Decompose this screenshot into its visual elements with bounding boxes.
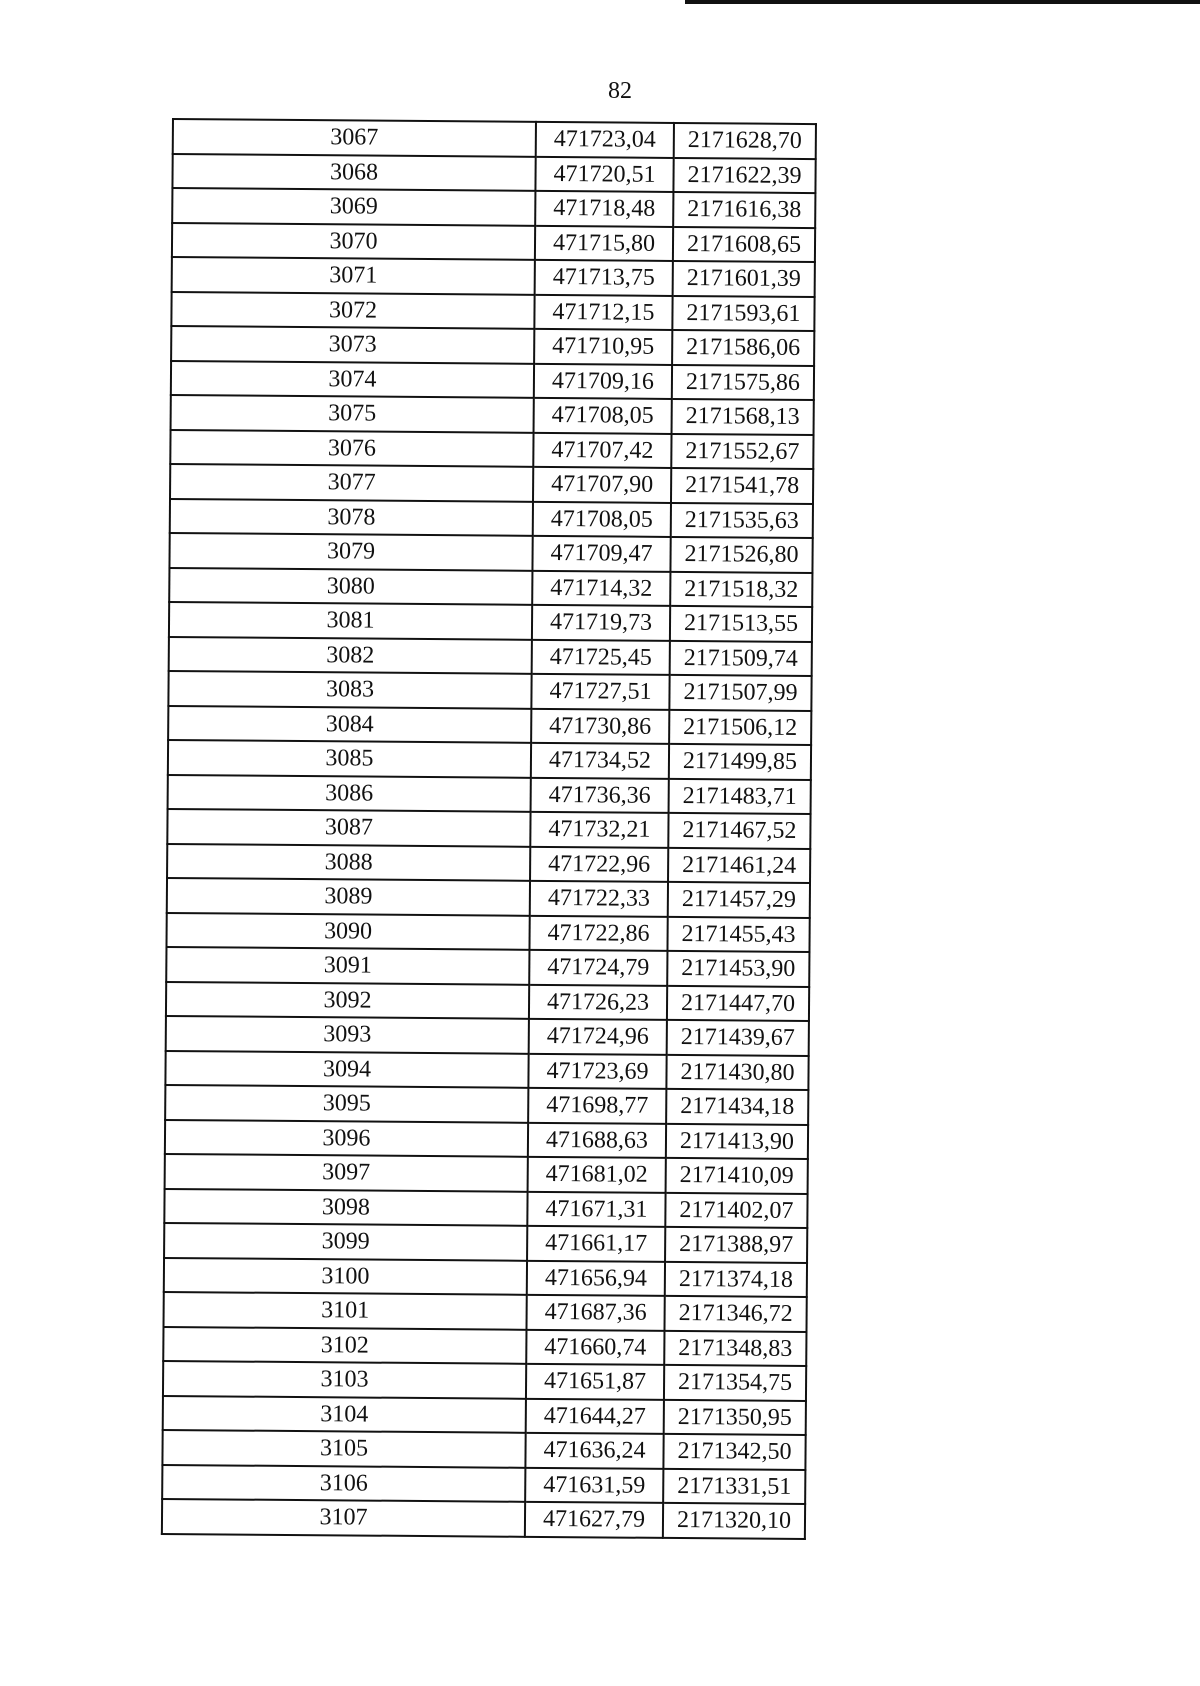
table-row — [170, 498, 813, 538]
x-coordinate-cell: 471732,21 — [530, 812, 668, 848]
point-number-cell: 3072 — [171, 292, 534, 329]
point-number-cell: 3100 — [164, 1257, 527, 1294]
table-row — [170, 464, 813, 504]
table-row — [166, 1016, 809, 1056]
point-number-cell: 3101 — [164, 1292, 527, 1329]
x-coordinate-cell: 471709,16 — [534, 363, 672, 399]
table-row — [167, 843, 810, 883]
x-coordinate-cell: 471730,86 — [531, 708, 669, 744]
point-number-cell: 3096 — [165, 1119, 528, 1156]
point-number-cell: 3076 — [170, 429, 533, 466]
x-coordinate-cell: 471719,73 — [532, 605, 670, 641]
point-number-cell: 3106 — [162, 1464, 525, 1501]
x-coordinate-cell: 471726,23 — [529, 984, 667, 1020]
table-row — [164, 1223, 807, 1263]
y-coordinate-cell: 2171410,09 — [666, 1158, 808, 1194]
point-number-cell: 3068 — [172, 154, 535, 191]
table-row — [165, 1085, 808, 1125]
y-coordinate-cell: 2171575,86 — [672, 364, 814, 400]
point-number-cell: 3085 — [168, 740, 531, 777]
point-number-cell: 3090 — [166, 912, 529, 949]
table-row — [163, 1361, 806, 1401]
point-number-cell: 3087 — [167, 809, 530, 846]
point-number-cell: 3074 — [171, 361, 534, 398]
table-row — [169, 602, 812, 642]
point-number-cell: 3098 — [164, 1188, 527, 1225]
table-row — [172, 188, 815, 228]
y-coordinate-cell: 2171552,67 — [671, 433, 813, 469]
y-coordinate-cell: 2171320,10 — [663, 1503, 805, 1539]
x-coordinate-cell: 471713,75 — [535, 260, 673, 296]
table-row — [164, 1292, 807, 1332]
point-number-cell: 3102 — [163, 1326, 526, 1363]
table-row — [166, 981, 809, 1021]
y-coordinate-cell: 2171568,13 — [672, 399, 814, 435]
coordinates-table — [161, 118, 817, 1540]
point-number-cell: 3104 — [163, 1395, 526, 1432]
table-row — [171, 395, 814, 435]
table-row — [162, 1499, 805, 1539]
y-coordinate-cell: 2171455,43 — [667, 916, 809, 952]
table-row — [167, 809, 810, 849]
y-coordinate-cell: 2171346,72 — [664, 1296, 806, 1332]
x-coordinate-cell: 471723,04 — [536, 122, 674, 158]
x-coordinate-cell: 471631,59 — [525, 1467, 663, 1503]
table-row — [165, 1119, 808, 1159]
point-number-cell: 3095 — [165, 1085, 528, 1122]
y-coordinate-cell: 2171541,78 — [671, 468, 813, 504]
x-coordinate-cell: 471724,79 — [529, 950, 667, 986]
table-row — [162, 1430, 805, 1470]
x-coordinate-cell: 471636,24 — [525, 1433, 663, 1469]
x-coordinate-cell: 471707,90 — [533, 467, 671, 503]
x-coordinate-cell: 471725,45 — [532, 639, 670, 675]
y-coordinate-cell: 2171506,12 — [669, 709, 811, 745]
y-coordinate-cell: 2171461,24 — [668, 847, 810, 883]
point-number-cell: 3092 — [166, 981, 529, 1018]
y-coordinate-cell: 2171374,18 — [665, 1261, 807, 1297]
point-number-cell: 3099 — [164, 1223, 527, 1260]
table-row — [168, 705, 811, 745]
coordinates-table-body — [162, 119, 816, 1539]
x-coordinate-cell: 471718,48 — [535, 191, 673, 227]
point-number-cell: 3073 — [171, 326, 534, 363]
point-number-cell: 3067 — [173, 119, 536, 156]
y-coordinate-cell: 2171453,90 — [667, 951, 809, 987]
y-coordinate-cell: 2171499,85 — [669, 744, 811, 780]
point-number-cell: 3077 — [170, 464, 533, 501]
table-row — [172, 223, 815, 263]
point-number-cell: 3094 — [165, 1050, 528, 1087]
y-coordinate-cell: 2171457,29 — [668, 882, 810, 918]
x-coordinate-cell: 471708,05 — [534, 398, 672, 434]
y-coordinate-cell: 2171402,07 — [665, 1192, 807, 1228]
x-coordinate-cell: 471656,94 — [527, 1260, 665, 1296]
table-row — [165, 1050, 808, 1090]
table-row — [163, 1326, 806, 1366]
point-number-cell: 3071 — [172, 257, 535, 294]
point-number-cell: 3075 — [171, 395, 534, 432]
point-number-cell: 3105 — [162, 1430, 525, 1467]
point-number-cell: 3083 — [168, 671, 531, 708]
point-number-cell: 3069 — [172, 188, 535, 225]
x-coordinate-cell: 471727,51 — [531, 674, 669, 710]
y-coordinate-cell: 2171348,83 — [664, 1330, 806, 1366]
y-coordinate-cell: 2171593,61 — [672, 295, 814, 331]
y-coordinate-cell: 2171439,67 — [667, 1020, 809, 1056]
y-coordinate-cell: 2171434,18 — [666, 1089, 808, 1125]
x-coordinate-cell: 471681,02 — [528, 1157, 666, 1193]
table-row — [172, 154, 815, 194]
table-row — [172, 257, 815, 297]
point-number-cell: 3088 — [167, 843, 530, 880]
x-coordinate-cell: 471671,31 — [527, 1191, 665, 1227]
y-coordinate-cell: 2171518,32 — [670, 571, 812, 607]
x-coordinate-cell: 471698,77 — [528, 1088, 666, 1124]
table-row — [163, 1395, 806, 1435]
x-coordinate-cell: 471724,96 — [529, 1019, 667, 1055]
table-row — [168, 774, 811, 814]
table-row — [173, 119, 816, 159]
x-coordinate-cell: 471651,87 — [526, 1364, 664, 1400]
point-number-cell: 3107 — [162, 1499, 525, 1536]
y-coordinate-cell: 2171509,74 — [670, 640, 812, 676]
point-number-cell: 3103 — [163, 1361, 526, 1398]
point-number-cell: 3089 — [167, 878, 530, 915]
x-coordinate-cell: 471722,33 — [530, 881, 668, 917]
table-row — [169, 567, 812, 607]
y-coordinate-cell: 2171342,50 — [663, 1434, 805, 1470]
point-number-cell: 3080 — [169, 567, 532, 604]
point-number-cell: 3070 — [172, 223, 535, 260]
point-number-cell: 3084 — [168, 705, 531, 742]
table-row — [164, 1188, 807, 1228]
table-row — [168, 671, 811, 711]
y-coordinate-cell: 2171513,55 — [670, 606, 812, 642]
y-coordinate-cell: 2171388,97 — [665, 1227, 807, 1263]
y-coordinate-cell: 2171354,75 — [664, 1365, 806, 1401]
point-number-cell: 3086 — [168, 774, 531, 811]
x-coordinate-cell: 471722,86 — [529, 915, 667, 951]
x-coordinate-cell: 471712,15 — [534, 294, 672, 330]
y-coordinate-cell: 2171483,71 — [669, 778, 811, 814]
x-coordinate-cell: 471661,17 — [527, 1226, 665, 1262]
table-row — [167, 878, 810, 918]
y-coordinate-cell: 2171608,65 — [673, 226, 815, 262]
table-row — [171, 361, 814, 401]
table-row — [171, 292, 814, 332]
y-coordinate-cell: 2171616,38 — [673, 192, 815, 228]
table-row — [162, 1464, 805, 1504]
x-coordinate-cell: 471708,05 — [533, 501, 671, 537]
y-coordinate-cell: 2171628,70 — [674, 123, 816, 159]
x-coordinate-cell: 471720,51 — [535, 156, 673, 192]
x-coordinate-cell: 471660,74 — [526, 1329, 664, 1365]
table-row — [164, 1257, 807, 1297]
x-coordinate-cell: 471709,47 — [532, 536, 670, 572]
x-coordinate-cell: 471707,42 — [533, 432, 671, 468]
point-number-cell: 3091 — [166, 947, 529, 984]
x-coordinate-cell: 471688,63 — [528, 1122, 666, 1158]
y-coordinate-cell: 2171586,06 — [672, 330, 814, 366]
point-number-cell: 3079 — [169, 533, 532, 570]
y-coordinate-cell: 2171413,90 — [666, 1123, 808, 1159]
point-number-cell: 3093 — [166, 1016, 529, 1053]
x-coordinate-cell: 471714,32 — [532, 570, 670, 606]
point-number-cell: 3097 — [165, 1154, 528, 1191]
table-row — [171, 326, 814, 366]
top-border-rule — [685, 0, 1200, 4]
y-coordinate-cell: 2171622,39 — [673, 157, 815, 193]
y-coordinate-cell: 2171601,39 — [673, 261, 815, 297]
y-coordinate-cell: 2171535,63 — [671, 502, 813, 538]
page-number: 82 — [608, 78, 632, 104]
point-number-cell: 3082 — [169, 636, 532, 673]
x-coordinate-cell: 471627,79 — [525, 1502, 663, 1538]
point-number-cell: 3078 — [170, 498, 533, 535]
y-coordinate-cell: 2171526,80 — [670, 537, 812, 573]
x-coordinate-cell: 471715,80 — [535, 225, 673, 261]
table-row — [169, 636, 812, 676]
table-row — [170, 429, 813, 469]
table-row — [165, 1154, 808, 1194]
table-row — [166, 947, 809, 987]
y-coordinate-cell: 2171350,95 — [664, 1399, 806, 1435]
point-number-cell: 3081 — [169, 602, 532, 639]
table-row — [168, 740, 811, 780]
y-coordinate-cell: 2171430,80 — [666, 1054, 808, 1090]
x-coordinate-cell: 471723,69 — [528, 1053, 666, 1089]
x-coordinate-cell: 471736,36 — [531, 777, 669, 813]
y-coordinate-cell: 2171447,70 — [667, 985, 809, 1021]
x-coordinate-cell: 471734,52 — [531, 743, 669, 779]
y-coordinate-cell: 2171331,51 — [663, 1468, 805, 1504]
x-coordinate-cell: 471644,27 — [526, 1398, 664, 1434]
y-coordinate-cell: 2171507,99 — [669, 675, 811, 711]
x-coordinate-cell: 471710,95 — [534, 329, 672, 365]
table-row — [169, 533, 812, 573]
x-coordinate-cell: 471722,96 — [530, 846, 668, 882]
x-coordinate-cell: 471687,36 — [526, 1295, 664, 1331]
table-row — [166, 912, 809, 952]
y-coordinate-cell: 2171467,52 — [668, 813, 810, 849]
